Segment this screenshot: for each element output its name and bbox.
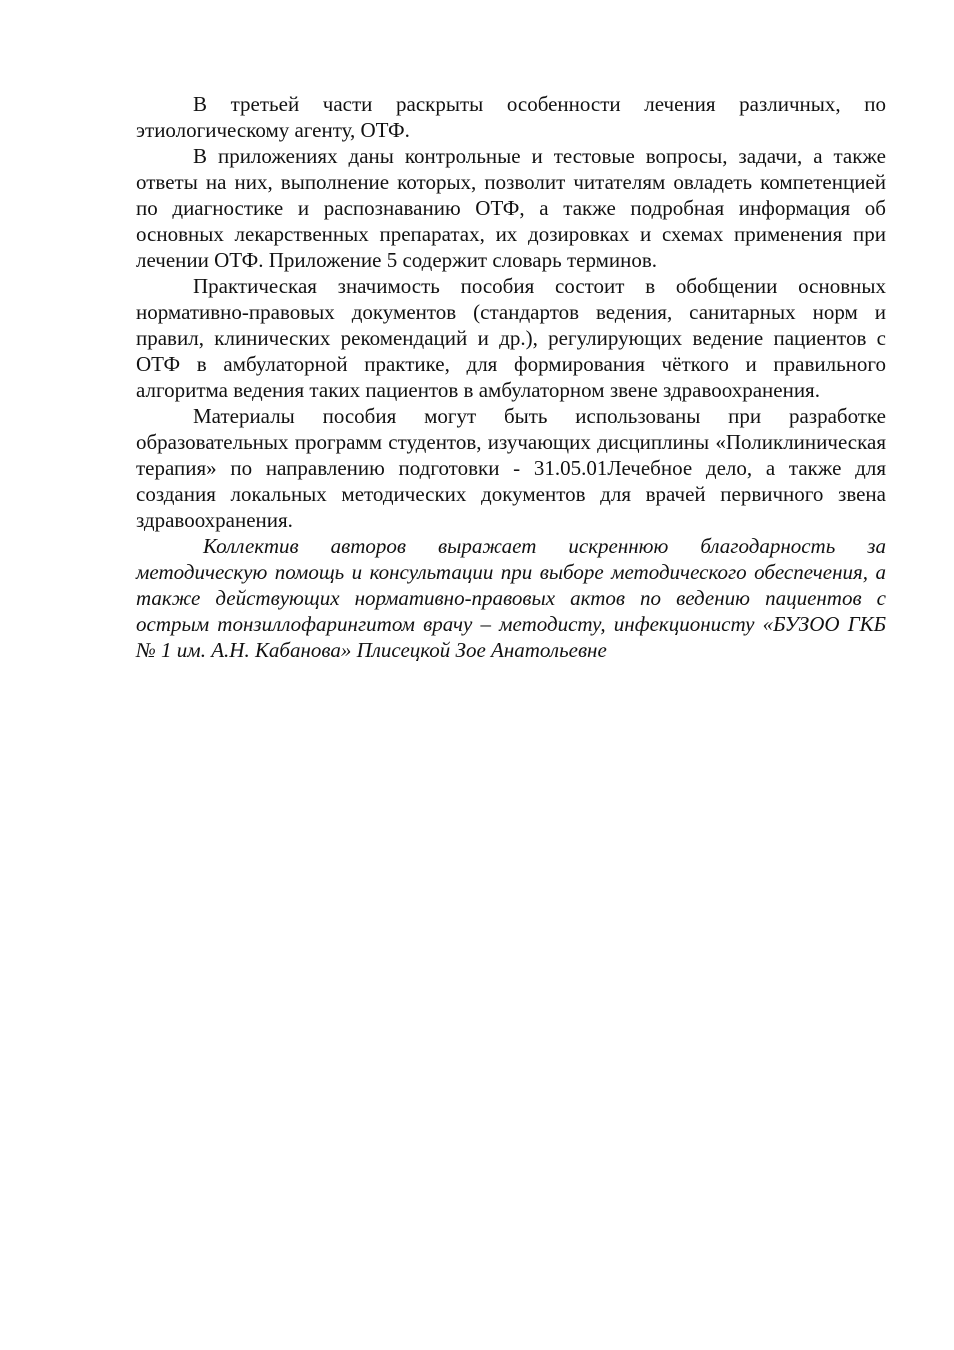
paragraph-practical-significance: Практическая значимость пособия состоит в обобщении основных нормативно-правовых документов (стандартов ведения, санитарных норм и правил, клинических рекомендаций и др.), регулирующих ведение пациентов с ОТФ в амбулаторной практике, для формирования чёткого и правильного алгоритма ведения таких пациентов в амбулаторном звене здравоохранения.	[136, 274, 886, 402]
paragraph-acknowledgement: Коллектив авторов выражает искреннюю благодарность за методическую помощь и консультации при выборе методического обеспечения, а также действующих нормативно-правовых актов по ведению пациентов с острым тонзиллофарингитом врачу – методисту, инфекционисту «БУЗОО ГКБ № 1 им. А.Н. Кабанова» Плисецкой Зое Анатольевне	[136, 534, 886, 662]
paragraph-appendices: В приложениях даны контрольные и тестовые вопросы, задачи, а также ответы на них, выполнение которых, позволит читателям овладеть компетенцией по диагностике и распознаванию ОТФ, а также подробная информация об основных лекарственных препаратах, их дозировках и схемах применения при лечении ОТФ. Приложение 5 содержит словарь терминов.	[136, 144, 886, 272]
document-body	[136, 91, 886, 663]
paragraph-materials-usage: Материалы пособия могут быть использованы при разработке образовательных программ студентов, изучающих дисциплины «Поликлиническая терапия» по направлению подготовки - 31.05.01Лечебное дело, а также для создания локальных методических документов для врачей первичного звена здравоохранения.	[136, 404, 886, 532]
paragraph-part-three: В третьей части раскрыты особенности лечения различных, по этиологическому агенту, ОТФ.	[136, 92, 886, 142]
